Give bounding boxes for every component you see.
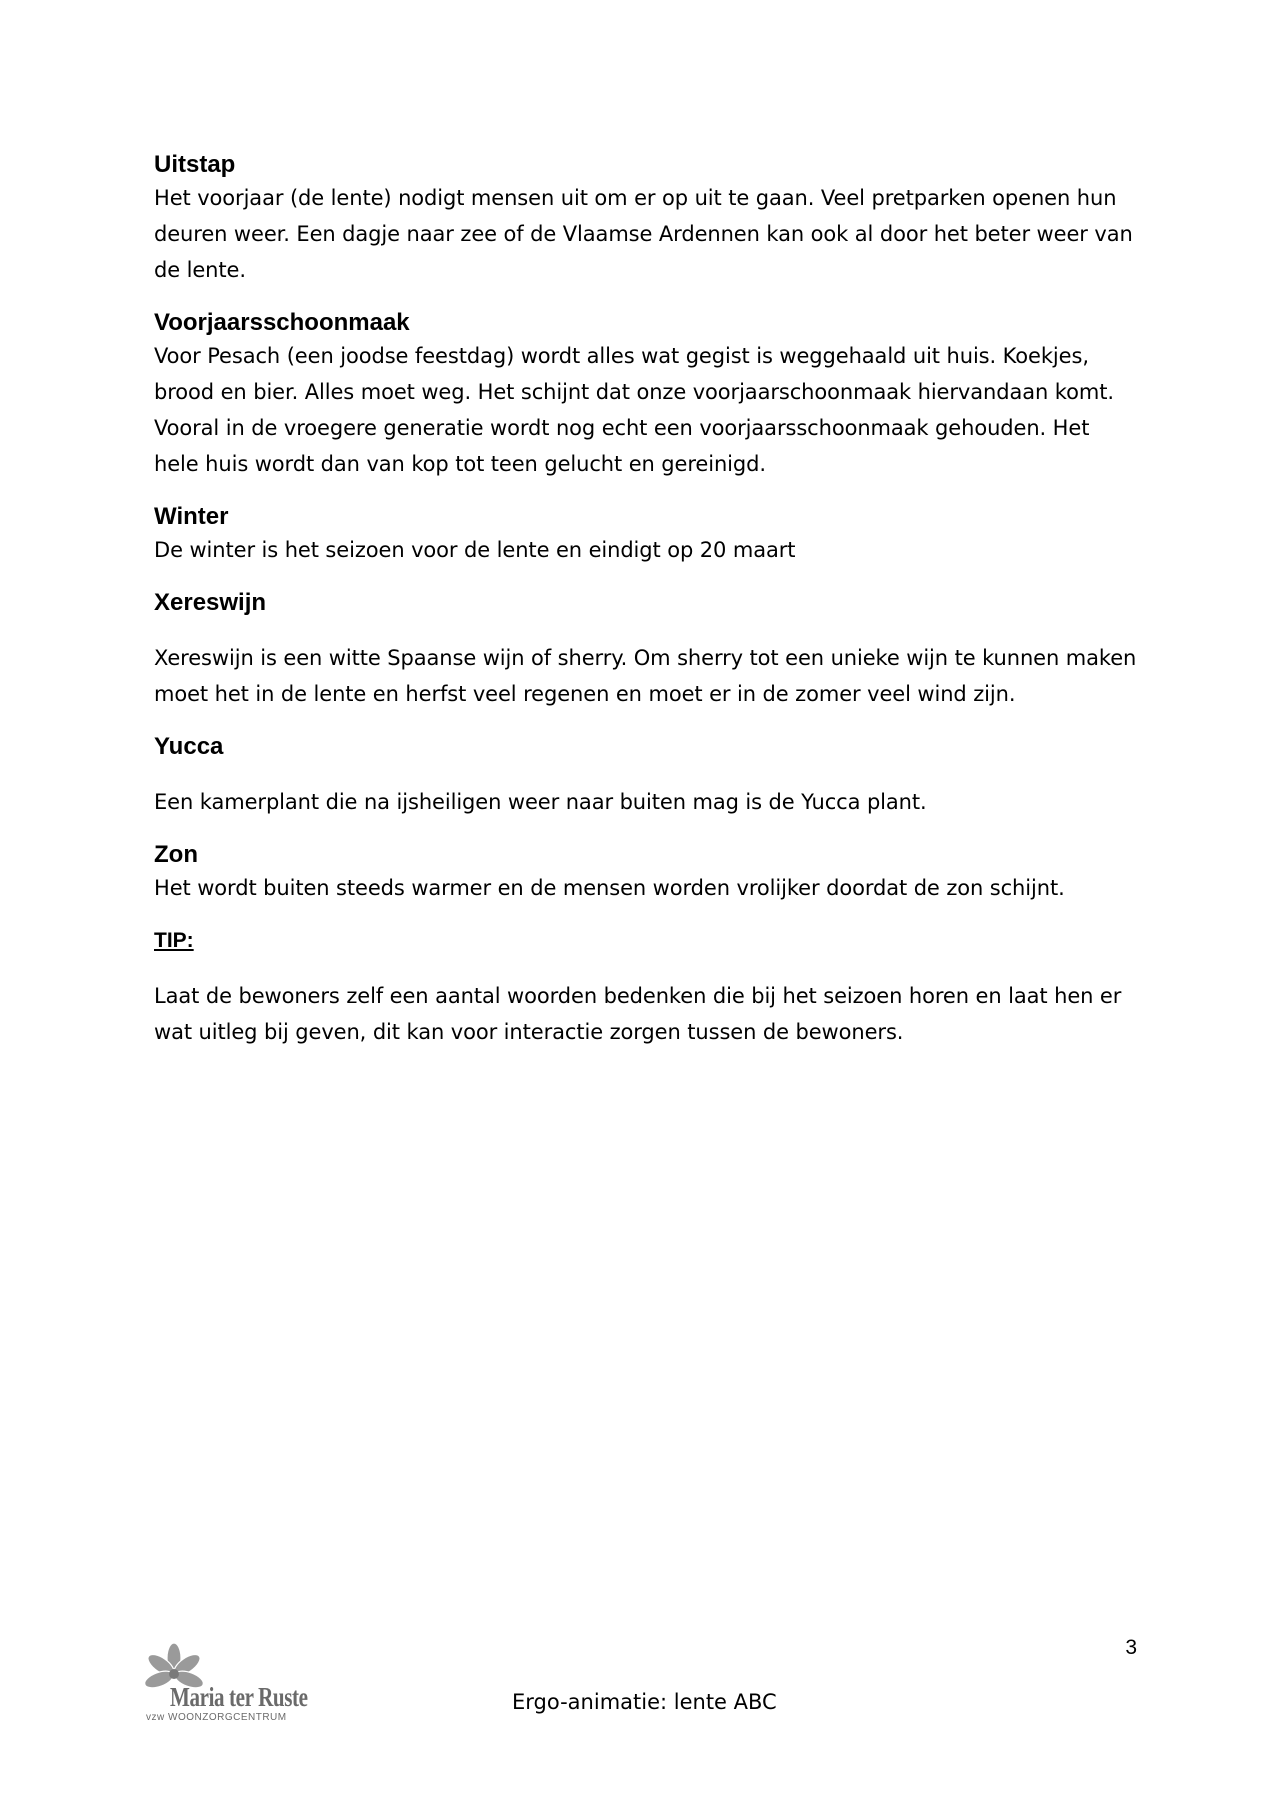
section-heading: Winter xyxy=(154,503,229,530)
document-body xyxy=(154,150,1140,1050)
section-text: Voor Pesach (een joodse feestdag) wordt alles wat gegist is weggehaald uit huis. Koekjes, brood en bier. Alles moet weg. Het schijnt dat onze voorjaarschoonmaak hiervandaan komt. Vooral in de vroegere generatie wordt nog echt een voorjaarsschoonmaak gehouden. Het hele huis wordt dan van kop tot teen gelucht en gereinigd. xyxy=(154,344,1114,476)
section-text: De winter is het seizoen voor de lente en eindigt op 20 maart xyxy=(154,538,796,562)
section-xereswijn xyxy=(154,588,1140,712)
maria-ter-ruste-logo xyxy=(134,1642,334,1722)
section-heading: Zon xyxy=(154,841,198,868)
page-number: 3 xyxy=(1125,1636,1137,1659)
section-yucca xyxy=(154,732,1140,820)
section-heading: Yucca xyxy=(154,733,224,760)
logo-name: Maria ter Ruste xyxy=(170,1682,308,1712)
logo-subtitle: vzw WOONZORGCENTRUM xyxy=(146,1712,287,1723)
section-voorjaarsschoonmaak xyxy=(154,308,1140,482)
section-text: Het wordt buiten steeds warmer en de mensen worden vrolijker doordat de zon schijnt. xyxy=(154,876,1065,900)
tip-heading: TIP: xyxy=(154,929,194,952)
section-winter xyxy=(154,502,1140,568)
tip-section xyxy=(154,926,1140,1050)
section-uitstap xyxy=(154,150,1140,288)
section-text: Xereswijn is een witte Spaanse wijn of sherry. Om sherry tot een unieke wijn te kunnen maken moet het in de lente en herfst veel regenen en moet er in de zomer veel wind zijn. xyxy=(154,646,1137,706)
section-text: Het voorjaar (de lente) nodigt mensen uit om er op uit te gaan. Veel pretparken openen hun deuren weer. Een dagje naar zee of de Vlaamse Ardennen kan ook al door het beter weer van de lente. xyxy=(154,186,1133,282)
section-heading: Xereswijn xyxy=(154,589,267,616)
section-heading: Uitstap xyxy=(154,151,236,178)
tip-text: Laat de bewoners zelf een aantal woorden bedenken die bij het seizoen horen en laat hen er wat uitleg bij geven, dit kan voor interactie zorgen tussen de bewoners. xyxy=(154,984,1122,1044)
section-text: Een kamerplant die na ijsheiligen weer naar buiten mag is de Yucca plant. xyxy=(154,790,927,814)
section-zon xyxy=(154,840,1140,906)
section-heading: Voorjaarsschoonmaak xyxy=(154,309,410,336)
footer-title: Ergo-animatie: lente ABC xyxy=(512,1690,777,1714)
